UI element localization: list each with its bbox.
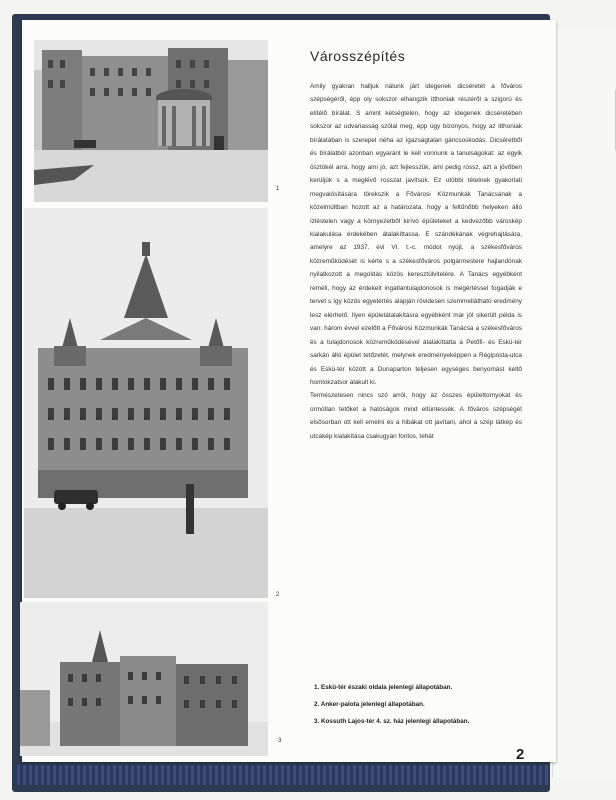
caption-item: 2. Anker-palota jelenlegi állapotában. (314, 701, 425, 708)
photo-anker-palota (24, 208, 268, 598)
book-edge (14, 765, 548, 785)
photo-number-3: 3 (278, 738, 282, 744)
photo-kossuth-lajos-ter (20, 602, 268, 756)
photo-esku-ter (34, 40, 268, 202)
page-number: 2 (516, 746, 525, 763)
paragraph: Természetesen nincs szó arról, hogy az összes épülettornyokat és ormótlan tetőket a hatóságok mind eltüntessék. A főváros szépségét elsősorban ott kell emelni és a hibákat ott javítani, ahol a szép látkép és utcakép kialakítása csakugyan fontos, tehát (310, 392, 522, 440)
caption-item: 1. Eskü-tér északi oldala jelenlegi állapotában. (314, 684, 453, 691)
photo-captions (314, 679, 534, 730)
photo-number-2: 2 (276, 592, 280, 598)
facing-page (552, 30, 616, 778)
caption-item: 3. Kossuth Lajos-tér 4. sz. ház jelenlegi állapotában. (314, 718, 470, 725)
photo-number-1: 1 (276, 186, 280, 192)
article-body (310, 80, 522, 443)
paragraph: Amily gyakran halljuk nálunk járt idegenek dicséretét a főváros szépségéről, épp oly sokszor elhangzik itthoniak részéről a szigorú és elítélő bírálat. S amint kétségtelen, hogy az idegenek dicséretében sokszor az udvariasság szólal meg, épp úgy bizonyos, hogy az itthoniak bírálatában is szerepel néha az igazságtalan gáncsoskodás. Dicséretből és bírálatból azonban egyaránt le kell vonnunk a tanulságokat: az egyik ösztökél arra, hogy ami jó, azt fejlesszük, ami pedig rossz, azt a jövőben kerüljük s a meglévő rosszat javítsuk. Ez utóbbi tételnek gyakorlati megvalósítására törekszik a Fővárosi Közmunkák Tanácsának a közelmúltban hozott az a határozata, hogy a feltűnőbb helyeken álló ízléstelen vagy a környezetből kirívó épületeket a kedvezőbb városkép kialakulása érdekében átalakíttassa. E szándékának végrehajtására, amelyre az 1937. évi VI. t.-c. módot nyújt, a székesfőváros közreműködését is kérte s a székesfőváros polgármestere hajlandónak nyilatkozott a megoldás közös keresztülvitelére. A Tanács egyébként reméli, hogy az érdekelt ingatlantulajdonosok is megértéssel fogadják e tervet s így közös egyetértés alapján rövidesen szemmellátható eredmény lesz elérhető. Ilyen épületátalakításra egyébként már jól sikerült példa is van: három évvel ezelőtt a Fővárosi Közmunkák Tanácsa a székesfőváros és a tulajdonosok közreműködésével átalakíttatta a Petőfi- és Eskü-tér sarkán álló épület tetőzetét, melynek eredményeképpen a Régiposta-utca és Eskü-tér között a Dunaparton teljesen egységes benyomást keltő homlokzatsor alakult ki. (310, 83, 522, 386)
page-title: Városszépítés (310, 48, 406, 64)
